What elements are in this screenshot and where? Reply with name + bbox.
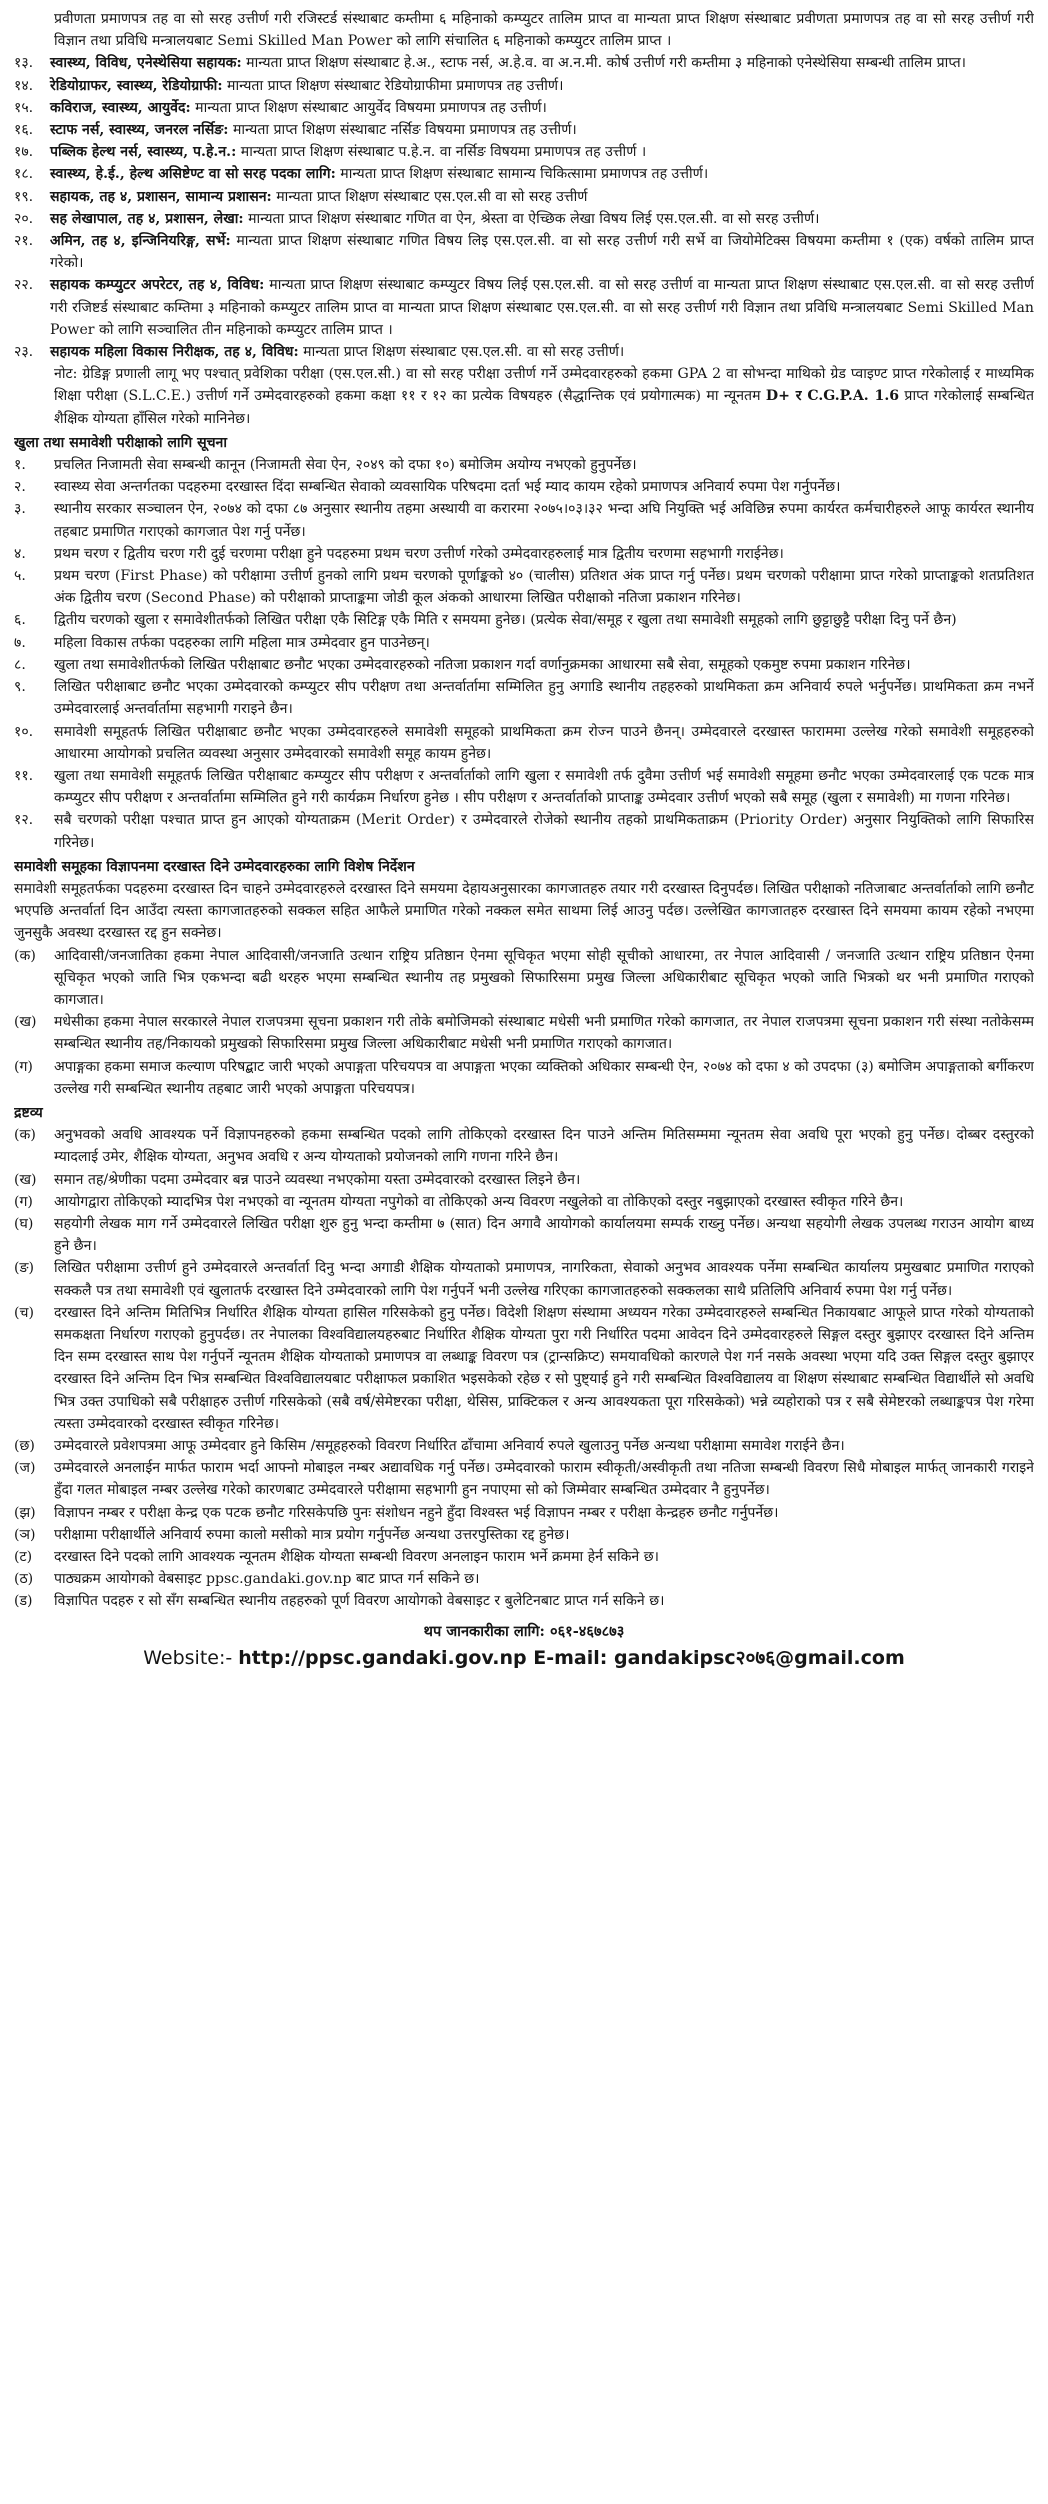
item-number: (क) [14, 947, 36, 964]
item-text: दरखास्त दिने पदको लागि आवश्यक न्यूनतम शैक्षिक योग्यता सम्बन्धी विवरण अनलाइन फाराम भर्ने क्रममा हेर्न सकिने छ। [54, 1549, 659, 1566]
item-text: विज्ञापित पदहरु र सो सँग सम्बन्धित स्थानीय तहहरुको पूर्ण विवरण आयोगको वेबसाइट र बुलेटिनबाट प्राप्त गर्न सकिने छ। [54, 1593, 665, 1610]
qualification-text: मान्यता प्राप्त शिक्षण संस्थाबाट गणित विषय लिइ एस.एल.सी. वा सो सरह उत्तीर्ण गरी सर्भे वा जियोमेटिक्स विषयमा कम्तीमा १ (एक) वर्षको तालिम प्राप्त गरेको। [50, 233, 1034, 272]
item-text: लिखित परीक्षामा उत्तीर्ण हुने उम्मेदवारले अन्तर्वार्ता दिनु भन्दा अगाडी शैक्षिक योग्यताको प्रमाणपत्र, नागरिकता, सेवाको अनुभव आवश्यक पर्नेमा सम्बन्धित कार्यालय प्रमुखबाट प्रमाणित गराएको सक्कलै पत्र तथा समावेशी एवं खुलातर्फ दरखास्त दिने उम्मेदवारको लागि पेश गर्नुपर्ने भनी उल्लेख गरिएका कागजातहरुको सक्कलका साथै प्रतिलिपि अनिवार्य रुपमा पेश गर्नु पर्नेछ। [54, 1260, 1034, 1299]
list-item [14, 1124, 1034, 1168]
post-title: सहायक कम्प्युटर अपरेटर, तह ४, विविध: [50, 277, 265, 294]
item-number: ६. [14, 612, 26, 629]
item-text: अपाङ्गका हकमा समाज कल्याण परिषद्बाट जारी भएको अपाङ्गता परिचयपत्र वा अपाङ्गता भएका व्यक्तिको अधिकार सम्बन्धी ऐन, २०७४ को दफा ४ को उपदफा (३) बमोजिम अपाङ्गताको बर्गीकरण उल्लेख गरी सम्बन्धित स्थानीय तहबाट जारी भएको अपाङ्गता परिचयपत्र। [54, 1058, 1034, 1097]
qualification-text: मान्यता प्राप्त शिक्षण संस्थाबाट सामान्य चिकित्सामा प्रमाणपत्र तह उत्तीर्ण। [335, 166, 709, 183]
post-title: कविराज, स्वास्थ्य, आयुर्वेद: [50, 99, 191, 116]
item-text: उम्मेदवारले अनलाईन मार्फत फाराम भर्दा आफ्नो मोबाइल नम्बर अद्यावधिक गर्नु पर्नेछ। उम्मेदवारको फाराम स्वीकृती/अस्वीकृती तथा नतिजा सम्बन्धी विवरण सिधै मोबाइल मार्फत् जानकारी गराइने हुँदा गलत मोबाइल नम्बर उल्लेख गरेको कारणबाट उम्मेदवारले परीक्षामा सहभागी हुन नपाएमा सो को जिम्मेवार सम्बन्धित उम्मेदवार नै हुनुपर्नेछ। [54, 1460, 1034, 1499]
website-link[interactable]: http://ppsc.gandaki.gov.np [238, 1646, 527, 1669]
qualification-text: मान्यता प्राप्त शिक्षण संस्थाबाट एस.एल.सी वा सो सरह उत्तीर्ण [271, 188, 588, 205]
qualification-text: मान्यता प्राप्त शिक्षण संस्थाबाट कम्प्युटर विषय लिई एस.एल.सी. वा सो सरह उत्तीर्ण वा मान्यता प्राप्त शिक्षण संस्थाबाट एस.एल.सी. वा सो सरह उत्तीर्ण गरी रजिष्टर्ड संस्थाबाट कम्तिमा ३ महिनाको कम्प्युटर तालिम प्राप्त वा मान्यता प्राप्त शिक्षण संस्थाबाट एस.एल.सी. वा सो सरह उत्तीर्ण गरी विज्ञान तथा प्रविधि मन्त्रालयबाट Semi Skilled Man Power को लागि सञ्चालित तीन महिनाको कम्प्युटर तालिम प्राप्त । [50, 277, 1034, 338]
item-number: १५. [14, 99, 34, 116]
item-number: १९. [14, 188, 34, 205]
item-number: (ञ) [14, 1526, 36, 1543]
item-number: २०. [14, 210, 34, 227]
section-heading-inclusive-instructions: समावेशी समूहका विज्ञापनमा दरखास्त दिने उम्मेदवारहरुका लागि विशेष निर्देशन [14, 858, 415, 875]
item-number: ३. [14, 501, 26, 518]
post-title: सह लेखापाल, तह ४, प्रशासन, लेखा: [50, 210, 244, 227]
item-text: सबै चरणको परीक्षा पश्चात प्राप्त हुन आएको योग्यताक्रम (Merit Order) र उम्मेदवारले रोजेको स्थानीय तहको प्राथमिकताक्रम (Priority Order) अनुसार नियुक्तिको लागि सिफारिस गरिनेछ। [54, 812, 1034, 851]
item-text: उम्मेदवारले प्रवेशपत्रमा आफू उम्मेदवार हुने किसिम /समूहहरुको विवरण निर्धारित ढाँचामा अनिवार्य रुपले खुलाउनु पर्नेछ अन्यथा परीक्षामा समावेश गराईने छैन। [54, 1438, 845, 1454]
notes-list [14, 1124, 1034, 1612]
list-item [14, 1011, 1034, 1055]
open-inclusive-list [14, 454, 1034, 854]
section-heading-notes: द्रष्टव्य [14, 1104, 43, 1121]
item-number: १७. [14, 144, 34, 161]
qualification-text: मान्यता प्राप्त शिक्षण संस्थाबाट प.हे.न. वा नर्सिङ विषयमा प्रमाणपत्र तह उत्तीर्ण । [236, 144, 647, 161]
item-number: ७. [14, 634, 26, 651]
qualification-text: मान्यता प्राप्त शिक्षण संस्थाबाट आयुर्वेद विषयमा प्रमाणपत्र तह उत्तीर्ण। [190, 99, 547, 116]
item-number: (ख) [14, 1014, 37, 1031]
qualification-text: मान्यता प्राप्त शिक्षण संस्थाबाट हे.अ., स्टाफ नर्स, अ.हे.व. वा अ.न.मी. कोर्ष उत्तीर्ण गरी कम्तीमा ३ महिनाको एनेस्थेसिया सम्बन्धी तालिम प्राप्त। [241, 55, 967, 72]
item-number: २२. [14, 277, 34, 294]
item-text: विज्ञापन नम्बर र परीक्षा केन्द्र एक पटक छनौट गरिसकेपछि पुनः संशोधन नहुने हुँदा विश्वस्त भई विज्ञापन नम्बर र परीक्षा केन्द्रहरु छनौट गर्नुपर्नेछ। [54, 1504, 779, 1521]
qualification-list [14, 52, 1034, 363]
list-item [14, 1590, 1034, 1612]
list-item [14, 1056, 1034, 1100]
list-item [14, 609, 1034, 631]
qualification-text: मान्यता प्राप्त शिक्षण संस्थाबाट गणित वा ऐन, श्रेस्ता वा ऐच्छिक लेखा विषय लिई एस.एल.सी. वा सो सरह उत्तीर्ण। [243, 210, 820, 227]
notice-page [14, 8, 1034, 2504]
qualification-item [14, 141, 1034, 163]
qualification-item [14, 163, 1034, 185]
item-number: (ङ) [14, 1260, 34, 1277]
item-number: (छ) [14, 1438, 35, 1454]
list-item [14, 1435, 1034, 1457]
qualification-item [14, 97, 1034, 119]
qualification-item [14, 341, 1034, 363]
list-item [14, 721, 1034, 765]
item-text: समावेशी समूहतर्फ लिखित परीक्षाबाट छनौट भएका उम्मेदवारहरुले समावेशी समूहको प्राथमिकता क्रम रोज्न पाउने छैनन्। उम्मेदवारले दरखास्त फाराममा उल्लेख गरेको समावेशी समूहहरुको आधारमा आयोगको प्रचलित व्यवस्था अनुसार उम्मेदवारको समावेशी समूह कायम हुनेछ। [54, 723, 1034, 762]
post-title: रेडियोग्राफर, स्वास्थ्य, रेडियोग्राफी: [50, 77, 223, 94]
item-text: आयोगद्वारा तोकिएको म्यादभित्र पेश नभएको वा न्यूनतम योग्यता नपुगेको वा तोकिएको अन्य विवरण नखुलेको वा तोकिएको दस्तुर नबुझाएको दरखास्त स्वीकृत गरिने छैन। [54, 1193, 904, 1210]
item-number: ८. [14, 656, 26, 673]
list-item [14, 654, 1034, 676]
item-text: स्वास्थ्य सेवा अन्तर्गतका पदहरुमा दरखास्त दिंदा सम्बन्धित सेवाको व्यवसायिक परिषदमा दर्ता भई म्याद कायम रहेको प्रमाणपत्र अनिवार्य रुपमा पेश गर्नुपर्नेछ। [54, 479, 841, 496]
item-text: प्रचलित निजामती सेवा सम्बन्धी कानून (निजामती सेवा ऐन, २०४९ को दफा १०) बमोजिम अयोग्य नभएको हुनुपर्नेछ। [54, 457, 637, 474]
item-number: (ठ) [14, 1571, 34, 1588]
inclusive-list [14, 945, 1034, 1100]
list-item [14, 1213, 1034, 1257]
item-text: लिखित परीक्षाबाट छनौट भएका उम्मेदवारको कम्प्युटर सीप परीक्षण तथा अन्तर्वार्तामा सम्मिलित हुनु अगाडि स्थानीय तहहरुको प्राथमिकता क्रम अनिवार्य रुपले भर्नुपर्नेछ। प्राथमिकता क्रम नभर्ने उम्मेदवारलाई अन्तर्वार्तामा सहभागी गराइने छैन। [54, 679, 1034, 718]
item-text: प्रथम चरण (First Phase) को परीक्षामा उत्तीर्ण हुनको लागि प्रथम चरणको पूर्णाङ्कको ४० (चालीस) प्रतिशत अंक प्राप्त गर्नु पर्नेछ। प्रथम चरणको परीक्षामा प्राप्त गरेको प्राप्ताङ्कको शतप्रतिशत अंक द्वितीय चरण (Second Phase) को परीक्षाको प्राप्ताङ्कमा जोडी कूल अंकको आधारमा लिखित परीक्षाको नतिजा प्रकाशन गरिनेछ। [54, 568, 1034, 607]
intro-continuation: प्रवीणता प्रमाणपत्र तह वा सो सरह उत्तीर्ण गरी रजिस्टर्ड संस्थाबाट कम्तीमा ६ महिनाको कम्प्युटर तालिम प्राप्त वा मान्यता प्राप्त शिक्षण संस्थाबाट प्रवीणता प्रमाणपत्र तह वा सो सरह उत्तीर्ण गरी विज्ञान तथा प्रविधि मन्त्रालयबाट Semi Skilled Man Power को लागि संचालित ६ महिनाको कम्प्युटर तालिम प्राप्त । [54, 11, 1034, 50]
list-item [14, 1257, 1034, 1301]
email-label: E-mail: [526, 1646, 614, 1669]
item-number: (ड) [14, 1593, 33, 1610]
item-text: स्थानीय सरकार सञ्चालन ऐन, २०७४ को दफा ८७ अनुसार स्थानीय तहमा अस्थायी वा करारमा २०७५।०३।३२ भन्दा अघि नियुक्ति भई अविछिन्न रुपमा कार्यरत कर्मचारीहरुले आफू कार्यरत स्थानीय तहबाट प्रमाणित गराएको कागजात पेश गर्नु पर्नेछ। [54, 501, 1034, 540]
item-text: द्वितीय चरणको खुला र समावेशीतर्फको लिखित परीक्षा एकै सिटिङ्ग एकै मिति र समयमा हुनेछ। (प्रत्येक सेवा/समूह र खुला तथा समावेशी समूहको लागि छुट्टाछुट्टै परीक्षा दिनु पर्ने छैन) [54, 612, 957, 629]
email-link[interactable]: gandakipsc२०७६@gmail.com [613, 1646, 905, 1669]
qualification-item [14, 75, 1034, 97]
section-heading-open-inclusive: खुला तथा समावेशी परीक्षाको लागि सूचना [14, 434, 228, 451]
item-text: आदिवासी/जनजातिका हकमा नेपाल आदिवासी/जनजाति उत्थान राष्ट्रिय प्रतिष्ठान ऐनमा सूचिकृत भएमा सोही सूचीको आधारमा, तर नेपाल आदिवासी / जनजाति उत्थान राष्ट्रिय प्रतिष्ठान ऐनमा सूचिकृत भएको जाति भित्र एकभन्दा बढी थरहरु भएमा सम्बन्धित स्थानीय तह प्रमुखको सिफारिसमा प्रमुख जिल्ला अधिकारीबाट सूचिकृत भएको जाति भित्रको थर भनी प्रमाणित गराएको कागजात। [54, 947, 1034, 1008]
post-title: पब्लिक हेल्थ नर्स, स्वास्थ्य, प.हे.न.: [50, 144, 237, 161]
list-item [14, 498, 1034, 542]
inclusive-intro: समावेशी समूहतर्फका पदहरुमा दरखास्त दिन चाहने उम्मेदवारहरुले दरखास्त दिने समयमा देहायअनुसारका कागजातहरु तयार गरी दरखास्त दिनुपर्दछ। लिखित परीक्षाको नतिजाबाट अन्तर्वार्ताको लागि छनौट भएपछि अन्तर्वार्ता दिन आउँदा त्यस्ता कागजातहरुको सक्कल सहित आफैले प्रमाणित गरेको नक्कल समेत साथमा लिई आउनु पर्दछ। उल्लेखित कागजातहरु दरखास्त दिने समयमा कायम रहेको नभएमा जुनसुकै अवस्था दरखास्त रद्द हुन सक्नेछ। [14, 880, 1034, 942]
qualification-item [14, 186, 1034, 208]
post-title: स्टाफ नर्स, स्वास्थ्य, जनरल नर्सिङ: [50, 122, 229, 139]
item-text: महिला विकास तर्फका पदहरुका लागि महिला मात्र उम्मेदवार हुन पाउनेछन्। [54, 634, 430, 651]
item-number: १२. [14, 812, 34, 829]
qualification-text: मान्यता प्राप्त शिक्षण संस्थाबाट एस.एल.सी. वा सो सरह उत्तीर्ण। [298, 344, 625, 361]
qualification-item [14, 119, 1034, 141]
post-title: अमिन, तह ४, इन्जिनियरिङ्ग, सर्भे: [50, 233, 231, 250]
post-title: स्वास्थ्य, हे.ई., हेल्थ असिष्टेण्ट वा सो सरह पदका लागि: [50, 166, 336, 183]
item-number: १. [14, 457, 26, 474]
list-item [14, 1191, 1034, 1213]
item-number: ४. [14, 545, 26, 562]
list-item [14, 1568, 1034, 1590]
item-text: परीक्षामा परीक्षार्थीले अनिवार्य रुपमा कालो मसीको मात्र प्रयोग गर्नुपर्नेछ अन्यथा उत्तरपुस्तिका रद्द हुनेछ। [54, 1526, 570, 1543]
qualification-item [14, 52, 1034, 74]
post-title: सहायक महिला विकास निरीक्षक, तह ४, विविध: [50, 344, 299, 361]
item-text: पाठ्यक्रम आयोगको वेबसाइट ppsc.gandaki.gov.np बाट प्राप्त गर्न सकिने छ। [54, 1571, 480, 1588]
item-number: १८. [14, 166, 34, 183]
item-number: (च) [14, 1304, 34, 1321]
item-number: (ख) [14, 1171, 37, 1188]
item-number: (झ) [14, 1504, 36, 1521]
item-number: (ग) [14, 1058, 33, 1075]
list-item [14, 809, 1034, 853]
list-item [14, 1169, 1034, 1191]
website-line [14, 1645, 1034, 1671]
item-number: २. [14, 479, 26, 496]
item-text: प्रथम चरण र द्वितीय चरण गरी दुई चरणमा परीक्षा हुने पदहरुमा प्रथम चरण उत्तीर्ण गरेको उम्मेदवारहरुलाई मात्र द्वितीय चरणमा सहभागी गराईनेछ। [54, 545, 784, 562]
list-item [14, 676, 1034, 720]
item-number: (घ) [14, 1215, 34, 1232]
item-number: ९. [14, 679, 26, 696]
item-text: अनुभवको अवधि आवश्यक पर्ने विज्ञापनहरुको हकमा सम्बन्धित पदको लागि तोकिएको दरखास्त दिन पाउने अन्तिम मितिसम्ममा न्यूनतम सेवा अवधि पूरा भएको हुनु पर्नेछ। दोब्बर दस्तुरको म्यादलाई उमेर, शैक्षिक योग्यता, अनुभव अवधि र अन्य योग्यताको प्रयोजनको लागि गणना गरिने छैन। [54, 1127, 1034, 1166]
item-number: ११. [14, 767, 34, 784]
website-label: Website:- [143, 1646, 239, 1669]
item-number: (क) [14, 1127, 36, 1144]
post-title: स्वास्थ्य, विविध, एनेस्थेसिया सहायक: [50, 55, 242, 72]
item-number: (ग) [14, 1193, 33, 1210]
list-item [14, 1524, 1034, 1546]
qualification-item [14, 230, 1034, 274]
item-number: १६. [14, 122, 34, 139]
qualification-item [14, 274, 1034, 341]
qualification-text: मान्यता प्राप्त शिक्षण संस्थाबाट नर्सिङ विषयमा प्रमाणपत्र तह उत्तीर्ण। [228, 122, 577, 139]
qualification-text: मान्यता प्राप्त शिक्षण संस्थाबाट रेडियोग्राफीमा प्रमाणपत्र तह उत्तीर्ण। [222, 77, 564, 94]
grade-threshold: D+ र C.G.P.A. 1.6 [765, 388, 900, 405]
item-text: खुला तथा समावेशी समूहतर्फ लिखित परीक्षाबाट कम्प्युटर सीप परीक्षण र अन्तर्वार्ताको लागि खुला र समावेशी तर्फ दुवैमा उत्तीर्ण भई समावेशी समूहमा छनौट भएका उम्मेदवारलाई एक पटक मात्र कम्प्युटर सीप परीक्षण र अन्तर्वार्तामा सम्मिलित हुने गरी कार्यक्रम निर्धारण हुनेछ । सीप परीक्षण र अन्तर्वार्ताको प्राप्ताङ्क उम्मेदवार उत्तीर्ण भएको सबै समूह (खुला र समावेशी) मा गणना गरिनेछ। [54, 767, 1034, 807]
list-item [14, 632, 1034, 654]
item-number: १०. [14, 723, 34, 740]
item-text: सहयोगी लेखक माग गर्ने उम्मेदवारले लिखित परीक्षा शुरु हुनु भन्दा कम्तीमा ७ (सात) दिन अगावै आयोगको कार्यालयमा सम्पर्क राख्नु पर्नेछ। अन्यथा सहयोगी लेखक उपलब्ध गराउन आयोग बाध्य हुने छैन। [54, 1215, 1034, 1255]
item-number: (ज) [14, 1460, 36, 1477]
item-text: दरखास्त दिने अन्तिम मितिभित्र निर्धारित शैक्षिक योग्यता हासिल गरिसकेको हुनु पर्नेछ। विदेशी शिक्षण संस्थामा अध्ययन गरेका उम्मेदवारहरुले सम्बन्धित निकायबाट आफूले प्राप्त गरेको योग्यताको समकक्षता निर्धारण गराएको हुनुपर्दछ। तर नेपालका विश्वविद्यालयहरुबाट निर्धारित शैक्षिक योग्यता पुरा गरी निर्धारित पदमा आवेदन दिने उम्मेदवारहरुले सिङ्गल दस्तुर बुझाएर दरखास्त दिने अन्तिम दिन सम्म दरखास्त साथ पेश गर्नुपर्ने न्यूनतम शैक्षिक योग्यताको प्रमाणपत्र वा लब्धाङ्क विवरण पत्र (ट्रान्सक्रिप्ट) समयावधिको कारणले पेश गर्न नसके अवस्था भएमा यदि उक्त सिङ्गल दस्तुर बुझाएर दरखास्त दिने अन्तिम दिन भित्र सम्बन्धित विश्वविद्यालयबाट परीक्षाफल प्रकाशित भइसकेको रहेछ र सो पुष्ट्याई हुने गरी सम्बन्धित विश्वविद्यालय वा शिक्षण संस्थाबाट सम्बन्धित विद्यार्थीले सो अवधि भित्र उक्त उपाधिको सबै परीक्षाहरु उत्तीर्ण गरिसकेको (सबै वर्ष/सेमेष्टरका परीक्षा, थेसिस, प्राक्टिकल र अन्य आवश्यकता पूरा गरिसकेको) भन्ने व्यहोराको पत्र र सबै सेमेष्टरको लब्धाङ्कपत्र पेश गरेमा त्यस्ता उम्मेदवारको दरखास्त स्वीकृत गरिनेछ। [54, 1304, 1034, 1432]
item-number: ५. [14, 568, 26, 585]
contact-info: थप जानकारीका लागि: ०६१-४६७८७३ [423, 1622, 625, 1640]
list-item [14, 454, 1034, 476]
item-number: १४. [14, 77, 34, 94]
item-text: मधेसीका हकमा नेपाल सरकारले नेपाल राजपत्रमा सूचना प्रकाशन गरी तोके बमोजिमको संस्थाबाट मधेसी भनी प्रमाणित गरेको कागजात, तर नेपाल राजपत्रमा सूचना प्रकाशन गरी संस्था नतोकेसम्म सम्बन्धित स्थानीय तह/निकायको प्रमुखको सिफारिसमा प्रमुख जिल्ला अधिकारीबाट मधेसी भनी प्रमाणित गराएको कागजात। [54, 1014, 1034, 1053]
qualification-item [14, 208, 1034, 230]
list-item [14, 1457, 1034, 1501]
item-number: २१. [14, 233, 34, 250]
list-item [14, 543, 1034, 565]
list-item [14, 945, 1034, 1012]
list-item [14, 1502, 1034, 1524]
item-text: समान तह/श्रेणीका पदमा उम्मेदवार बन्न पाउने व्यवस्था नभएकोमा यस्ता उम्मेदवारको दरखास्त लिइने छैन। [54, 1171, 581, 1188]
list-item [14, 765, 1034, 809]
item-number: (ट) [14, 1549, 33, 1566]
list-item [14, 476, 1034, 498]
item-number: २३. [14, 344, 34, 361]
post-title: सहायक, तह ४, प्रशासन, सामान्य प्रशासन: [50, 188, 272, 205]
grading-note: नोट: ग्रेडिङ्ग प्रणाली लागू भए पश्चात् प्रवेशिका परीक्षा (एस.एल.सी.) वा सो सरह परीक्षा उत्तीर्ण गर्ने उम्मेदवारहरुको हकमा GPA 2 वा सोभन्दा माथिको ग्रेड प्वाइण्ट प्राप्त गरेकोलाई र माध्यमिक शिक्षा परीक्षा (S.L.C.E.) उत्तीर्ण गर्ने उम्मेदवारहरुको हकमा कक्षा ११ र १२ का प्रत्येक विषयहरु (सैद्धान्तिक एवं प्रयोगात्मक) मा न्यूनतम D+ र C.G.P.A. 1.6 प्राप्त गरेकोलाई सम्बन्धित शैक्षिक योग्यता हाँसिल गरेको मानिनेछ। [54, 366, 1034, 427]
list-item [14, 565, 1034, 609]
list-item [14, 1546, 1034, 1568]
item-text: खुला तथा समावेशीतर्फको लिखित परीक्षाबाट छनौट भएका उम्मेदवारहरुको नतिजा प्रकाशन गर्दा वर्णानुक्रमका आधारमा सबै सेवा, समूहको एकमुष्ट रुपमा प्रकाशन गरिनेछ। [54, 656, 911, 673]
list-item [14, 1302, 1034, 1435]
item-number: १३. [14, 55, 34, 72]
